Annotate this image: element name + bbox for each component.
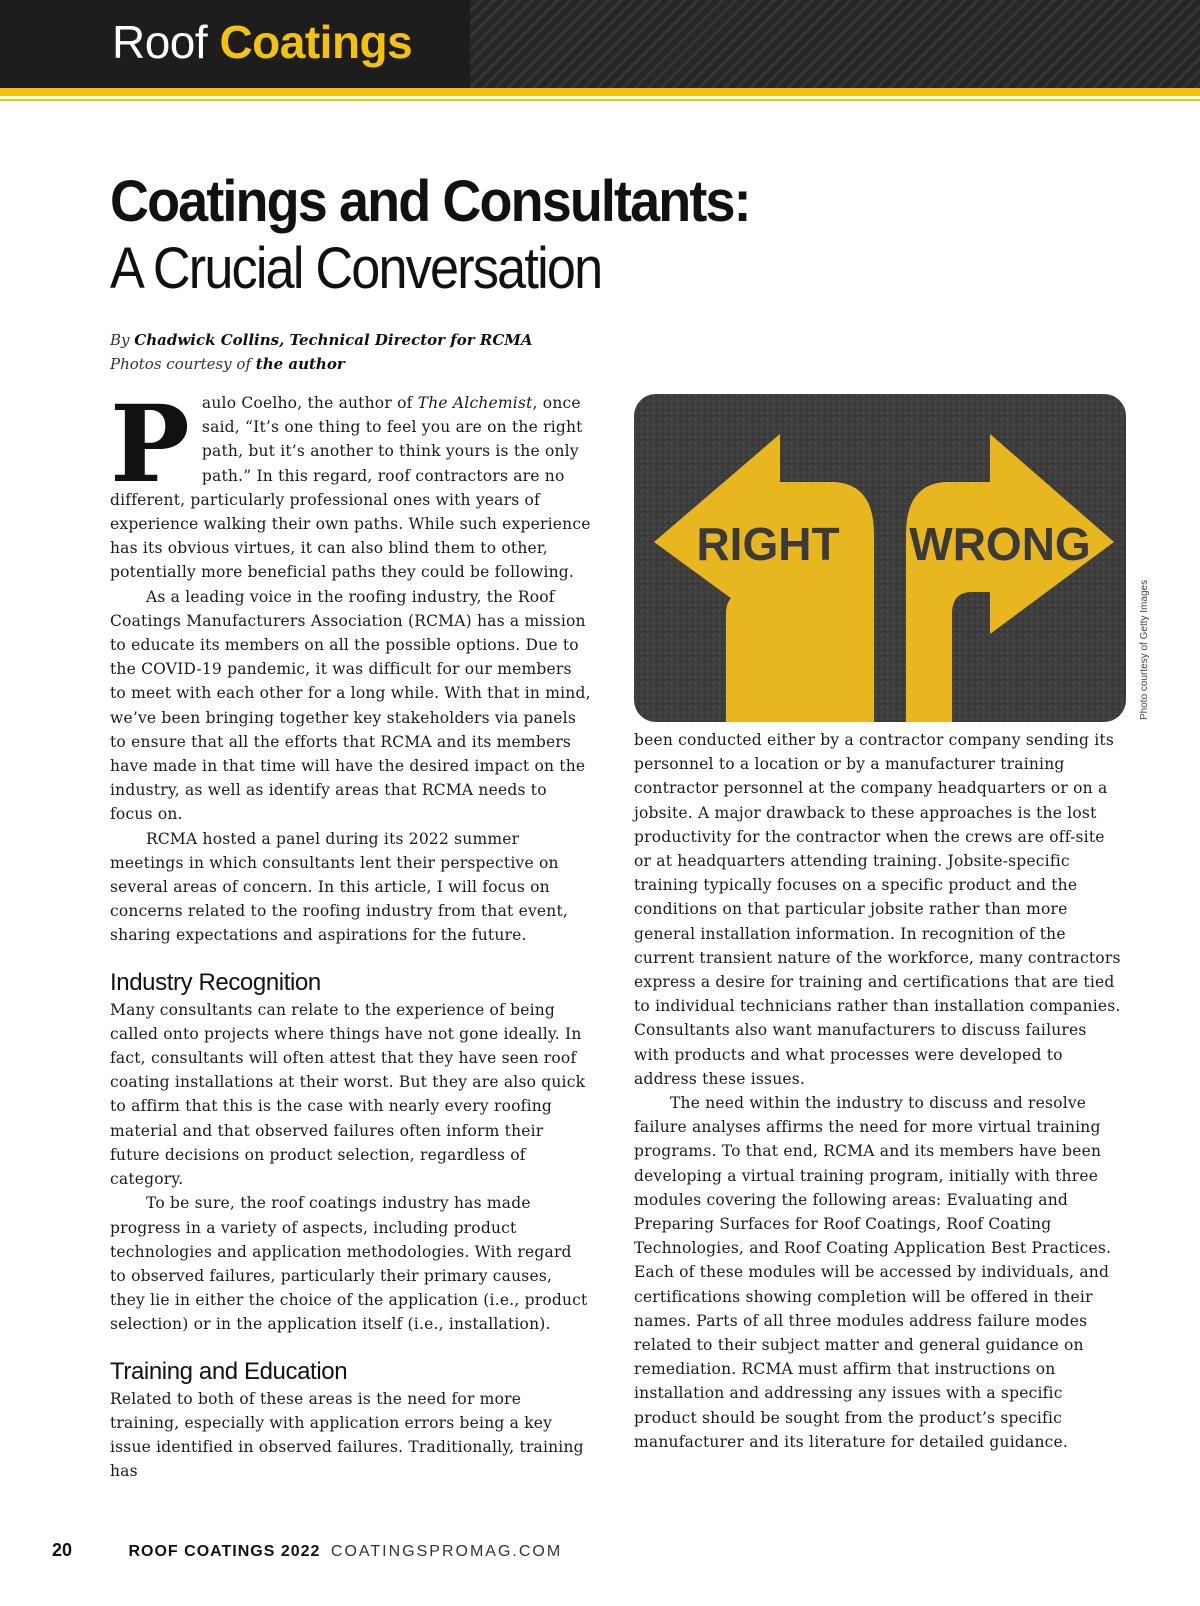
headline-line-2: A Crucial Conversation <box>110 236 602 301</box>
section-title <box>112 14 412 70</box>
column-left <box>110 381 592 1483</box>
article-photo <box>634 394 1126 722</box>
paragraph-4: Many consultants can relate to the experience of being called onto projects where things have not gone ideally. In fact, consultants will often attest that they have seen roof coating installations at their worst. But they are also quick to affirm that this is the case with nearly every roofing material and that observed failures often inform their future decisions on product selection, regardless of category. <box>110 1000 586 1189</box>
paragraph-8: The need within the industry to discuss and resolve failure analyses affirms the need for more virtual training programs. To that end, RCMA and its members have been developing a virtual training program, initially with three modules covering the following areas: Evaluating and Preparing Surfaces for Roof Coatings, Roof Coating Technologies, and Roof Coating Application Best Practices. Each of these modules will be accessed by individuals, and certifications showing completion will be offered in their names. Parts of all three modules address failure modes related to their subject matter and general guidance on remediation. RCMA must affirm that instructions on installation and addressing any issues with a specific product should be sought from the product’s specific manufacturer and its literature for detailed guidance. <box>634 1094 1112 1451</box>
photo-credit: Photo courtesy of Getty Images <box>1139 579 1150 720</box>
paragraph-3: RCMA hosted a panel during its 2022 summer meetings in which consultants lent their perspective on several areas of concern. In this article, I will focus on concerns related to the roofing industry from that event, sharing expectations and aspirations for the future. <box>110 829 569 945</box>
headline-line-1: Coatings and Consultants: <box>110 169 750 234</box>
section-title-prefix: Roof <box>112 16 208 68</box>
header-rule <box>0 88 1200 96</box>
byline <box>110 328 533 376</box>
header-rule-thin <box>0 99 1200 101</box>
paragraph-1-rest: , once said, “It’s one thing to feel you are on the right path, but it’s another to think yours is the only path.” In this regard, roof contractors are no different, particularly professional ones with years of experience walking their own paths. While such experience has its obvious virtues, it can also blind them to other, potentially more beneficial paths they could be following. <box>110 394 591 582</box>
paragraph-7: been conducted either by a contractor company sending its personnel to a location or by a manufacturer training contractor personnel at the company headquarters or on a jobsite. A major drawback to these approaches is the lost productivity for the contractor when the crews are off-site or at headquarters attending training. Jobsite-specific training typically focuses on a specific product and the conditions on that particular jobsite rather than more general installation information. In recognition of the current transient nature of the workforce, many contractors express a desire for training and certifications that are tied to individual technicians rather than installation companies. Consultants also want manufacturers to discuss failures with products and what processes were developed to address these issues. <box>634 731 1121 1088</box>
arrows-photo-svg <box>634 394 1126 722</box>
paragraph-2: As a leading voice in the roofing industry, the Roof Coatings Manufacturers Association (RCMA) has a mission to educate its members on all the possible options. Due to the COVID-19 pandemic, it was difficult for our members to meet with each other for a long while. With that in mind, we’ve been bringing together key stakeholders via panels to ensure that all the efforts that RCMA and its members have made in that time will have the desired impact on the industry, as well as identify areas that RCMA needs to focus on. <box>110 587 591 824</box>
arrow-right-label: WRONG <box>909 518 1091 570</box>
section-title-accent: Coatings <box>219 16 413 68</box>
paragraph-5: To be sure, the roof coatings industry has made progress in a variety of aspects, including product technologies and application methodologies. With regard to observed failures, particularly their primary causes, they lie in either the choice of the application (i.e., product selection) or in the application itself (i.e., installation). <box>110 1194 588 1334</box>
drop-cap: P <box>110 381 190 506</box>
subhead-training-education: Training and Education <box>110 1357 348 1385</box>
photos-credit-author: the author <box>255 355 345 373</box>
column-right <box>634 728 1124 1454</box>
website-link[interactable]: COATINGSPROMAG.COM <box>330 1543 563 1560</box>
book-title: The Alchemist <box>417 394 533 412</box>
photos-credit-prefix: Photos courtesy of <box>110 355 251 373</box>
article-headline <box>110 168 1110 302</box>
paragraph-6: Related to both of these areas is the need for more training, especially with application errors being a key issue identified in observed failures. Traditionally, training has <box>110 1389 584 1481</box>
byline-author: Chadwick Collins, Technical Director for RCMA <box>134 331 533 349</box>
subhead-industry-recognition: Industry Recognition <box>110 968 321 996</box>
page-number: 20 <box>52 1540 73 1560</box>
arrow-left-label: RIGHT <box>696 518 840 570</box>
byline-prefix: By <box>110 331 130 349</box>
publication-name: ROOF COATINGS 2022 <box>128 1543 321 1560</box>
paragraph-1 <box>110 381 592 585</box>
paragraph-1-start: aulo Coelho, the author of <box>201 394 418 412</box>
page-footer <box>52 1540 562 1561</box>
